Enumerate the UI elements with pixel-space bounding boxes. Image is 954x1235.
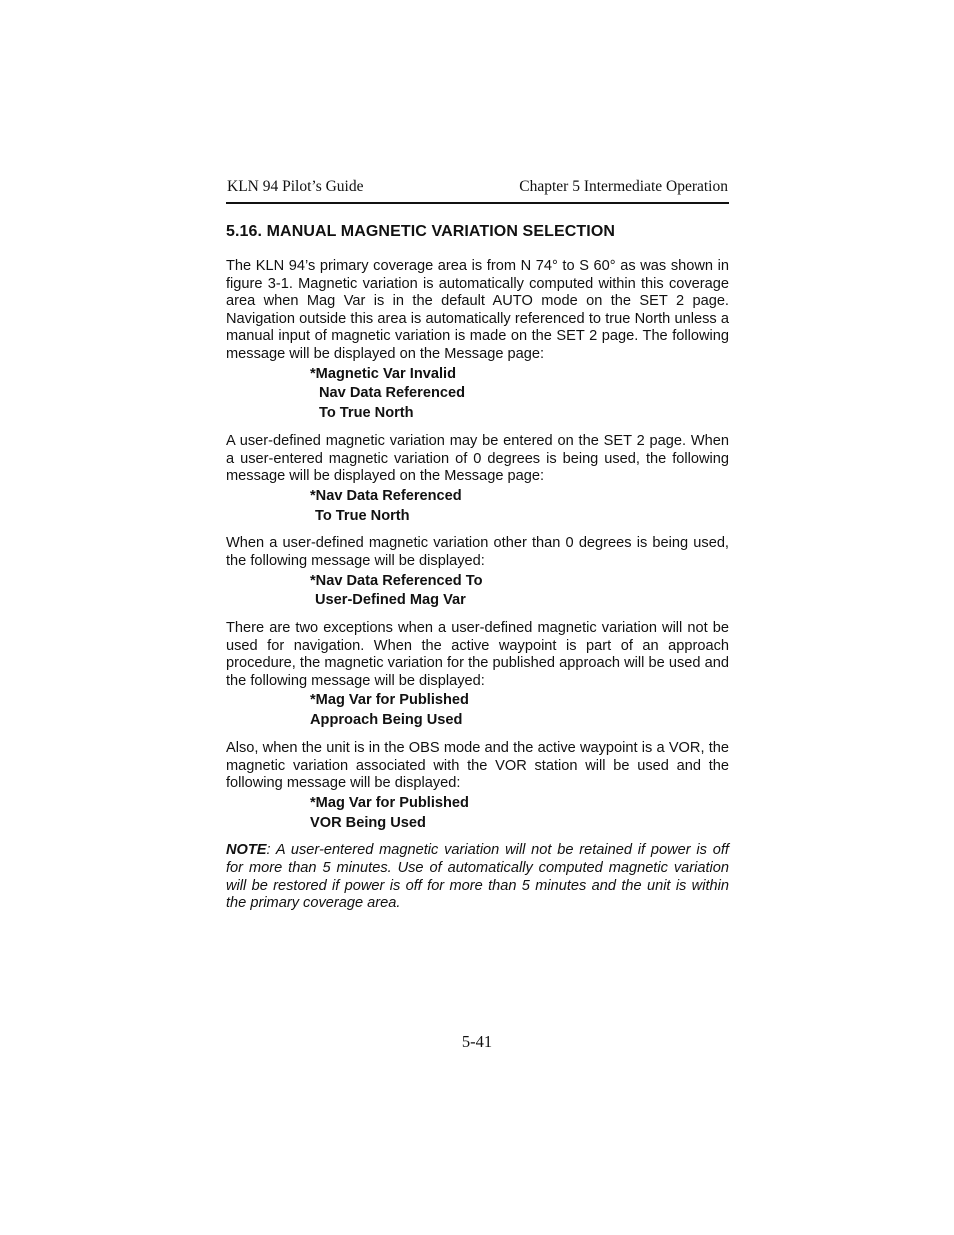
header-guide-title: KLN 94 Pilot’s Guide	[227, 178, 364, 195]
header-chapter-title: Chapter 5 Intermediate Operation	[519, 178, 728, 195]
paragraph-coverage-area: The KLN 94’s primary coverage area is from N 74° to S 60° as was shown in figure 3-1. Magnetic variation is automatically computed within this coverage area when Mag Var is in the default AUTO mode on the SET 2 page. Navigation outside this area is automatically referenced to true North unless a manual input of magnetic variation is made on the SET 2 page. The following message will be displayed on the Message page:	[226, 258, 729, 362]
message-line: VOR Being Used	[310, 814, 426, 831]
paragraph-user-defined-nonzero: When a user-defined magnetic variation other than 0 degrees is being used, the following message will be displayed:	[226, 535, 729, 569]
message-line: User-Defined Mag Var	[315, 592, 466, 609]
running-header	[226, 176, 729, 204]
paragraph-approach-exception: There are two exceptions when a user-defined magnetic variation will not be used for navigation. When the active waypoint is part of an approach procedure, the magnetic variation for the published approach will be used and the following message will be displayed:	[226, 620, 729, 689]
message-block-vor	[310, 794, 729, 834]
page-body	[226, 176, 729, 913]
message-line: To True North	[319, 405, 414, 422]
message-line: Nav Data Referenced	[319, 385, 466, 402]
message-block-approach	[310, 691, 729, 731]
note-label: NOTE	[226, 842, 267, 859]
message-line: *Mag Var for Published	[310, 692, 469, 709]
section-heading: 5.16. MANUAL MAGNETIC VARIATION SELECTION	[226, 223, 616, 240]
message-line: *Mag Var for Published	[310, 794, 469, 811]
paragraph-obs-vor-exception: Also, when the unit is in the OBS mode and the active waypoint is a VOR, the magnetic variation associated with the VOR station will be used and the following message will be displayed:	[226, 740, 729, 792]
page-number: 5-41	[461, 1032, 493, 1051]
paragraph-user-defined-zero: A user-defined magnetic variation may be entered on the SET 2 page. When a user-entered magnetic variation of 0 degrees is being used, the following message will be displayed on the Message page:	[226, 432, 729, 485]
message-line: Approach Being Used	[310, 712, 463, 729]
note-text: : A user-entered magnetic variation will not be retained if power is off for more than 5 minutes. Use of automatically computed magnetic variation will be restored if power is off for more than 5 minutes and the unit is within the primary coverage area.	[226, 842, 729, 912]
message-line: *Nav Data Referenced	[310, 487, 462, 504]
message-block-true-north	[310, 487, 729, 527]
message-block-mag-var-invalid	[310, 365, 729, 424]
message-line: *Nav Data Referenced To	[310, 572, 483, 589]
message-block-user-defined-mag-var	[310, 572, 729, 612]
message-line: To True North	[315, 507, 410, 524]
note-paragraph	[226, 842, 729, 912]
message-line: *Magnetic Var Invalid	[310, 365, 456, 382]
